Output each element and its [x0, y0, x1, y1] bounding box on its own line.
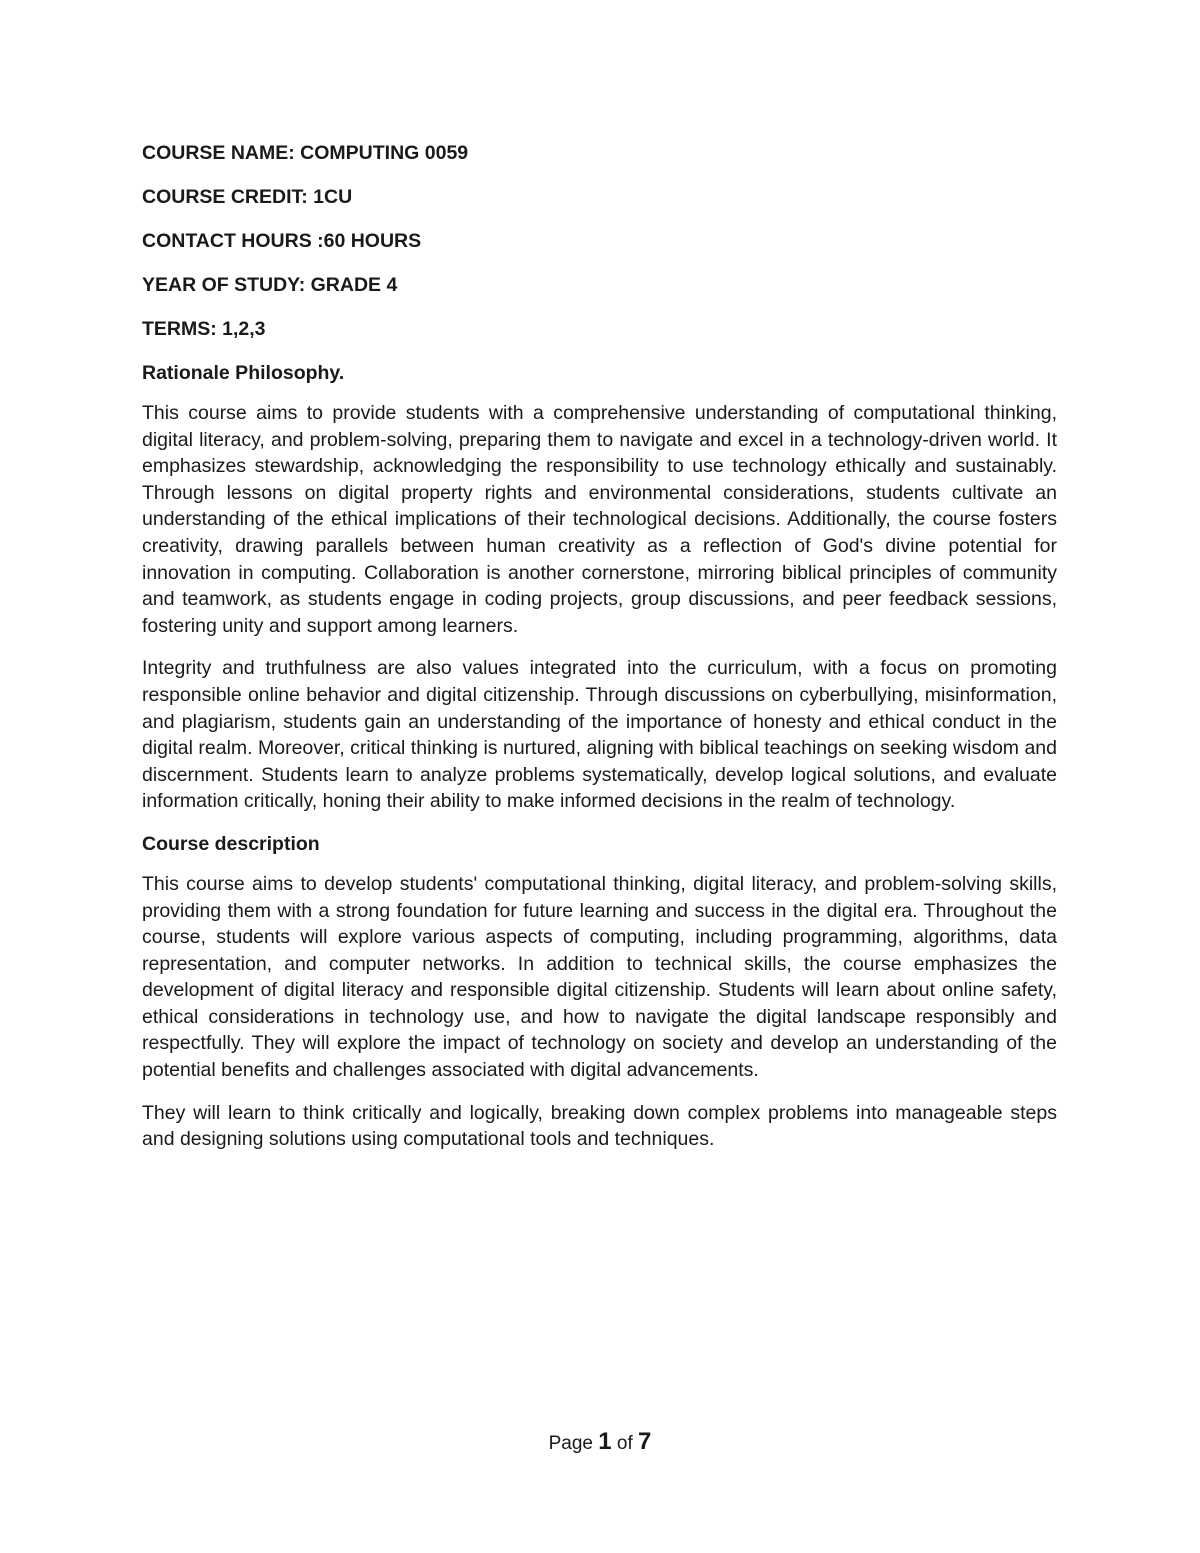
course-credit: COURSE CREDIT: 1CU: [142, 186, 353, 208]
total-pages-number: 7: [638, 1428, 652, 1455]
rationale-paragraph-2: Integrity and truthfulness are also values integrated into the curriculum, with a focus on promoting responsible online behavior and digital citizenship. Through discussions on cyberbullying, misinformation, and plagiarism, students gain an understanding of the importance of honesty and ethical conduct in the digital realm. Moreover, critical thinking is nurtured, aligning with biblical teachings on seeking wisdom and discernment. Students learn to analyze problems systematically, develop logical solutions, and evaluate information critically, honing their ability to make informed decisions in the realm of technology.: [142, 657, 1057, 813]
year-of-study: YEAR OF STUDY: GRADE 4: [142, 274, 398, 296]
description-paragraph-2: They will learn to think critically and logically, breaking down complex problems into manageable steps and designing solutions using computational tools and techniques.: [142, 1101, 1057, 1151]
contact-hours: CONTACT HOURS :60 HOURS: [142, 230, 422, 252]
of-word: of: [616, 1433, 633, 1454]
terms: TERMS: 1,2,3: [142, 318, 266, 340]
page-footer: [0, 1428, 1200, 1456]
description-paragraph-1: This course aims to develop students' computational thinking, digital literacy, and problem-solving skills, providing them with a strong foundation for future learning and success in the digital era. Throughout the course, students will explore various aspects of computing, including programming, algorithms, data representation, and computer networks. In addition to technical skills, the course emphasizes the development of digital literacy and responsible digital citizenship. Students will learn about online safety, ethical considerations in technology use, and how to navigate the digital landscape responsibly and respectfully. They will explore the impact of technology on society and develop an understanding of the potential benefits and challenges associated with digital advancements.: [142, 872, 1057, 1082]
page-word: Page: [548, 1433, 593, 1454]
course-name: COURSE NAME: COMPUTING 0059: [142, 142, 469, 164]
rationale-paragraph-1: This course aims to provide students with a comprehensive understanding of computational thinking, digital literacy, and problem-solving, preparing them to navigate and excel in a technology-driven world. It emphasizes stewardship, acknowledging the responsibility to use technology ethically and sustainably. Through lessons on digital property rights and environmental considerations, students cultivate an understanding of the ethical implications of their technological decisions. Additionally, the course fosters creativity, drawing parallels between human creativity as a reflection of God's divine potential for innovation in computing. Collaboration is another cornerstone, mirroring biblical principles of community and teamwork, as students engage in coding projects, group discussions, and peer feedback sessions, fostering unity and support among learners.: [142, 402, 1057, 637]
rationale-heading: Rationale Philosophy.: [142, 362, 345, 384]
description-heading: Course description: [142, 832, 320, 855]
current-page-number: 1: [598, 1428, 612, 1455]
page-content: [142, 140, 1057, 1169]
